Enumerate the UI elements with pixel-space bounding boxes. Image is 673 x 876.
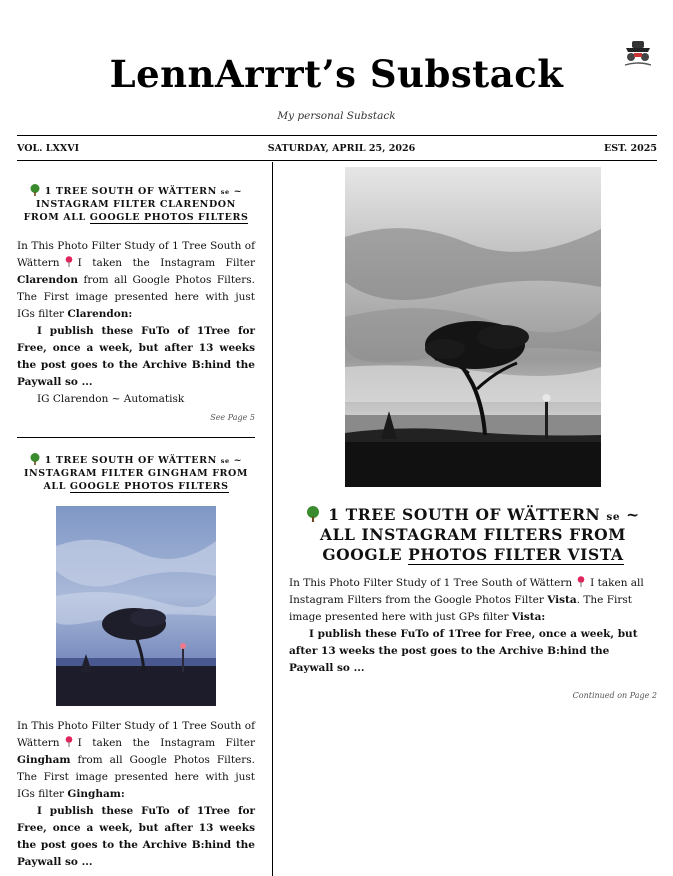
round-pushpin-icon bbox=[577, 576, 585, 587]
round-pushpin-icon bbox=[65, 736, 73, 747]
vista-photo[interactable] bbox=[345, 167, 601, 487]
publish-note: I publish these FuTo of 1Tree for Free, once a week, but after 13 weeks the post goes to the Archive B:hind the Paywall so ... bbox=[17, 804, 255, 868]
article-intro: In This Photo Filter Study of 1 Tree South of Wättern I taken all Instagram Filters from the Google Photos Filter Vista. The First image presented here with just GPs filter Vista: bbox=[289, 577, 644, 624]
article-intro: In This Photo Filter Study of 1 Tree South of Wättern I taken the Instagram Filter Gingham from all Google Photos Filters. The First image presented here with just IGs filter Gingham: bbox=[17, 719, 255, 800]
article-headline[interactable]: 1 TREE SOUTH OF WÄTTERN se ~ ALL INSTAGRAM FILTERS FROM GOOGLE PHOTOS FILTER VISTA bbox=[289, 505, 657, 565]
established-label: EST. 2025 bbox=[603, 142, 657, 154]
page-title[interactable]: LennArrrt’s Substack bbox=[109, 52, 564, 96]
publish-note: I publish these FuTo of 1Tree for Free, once a week, but after 13 weeks the post goes to the Archive B:hind the Paywall so ... bbox=[289, 628, 638, 675]
headline-link[interactable]: GOOGLE PHOTOS FILTERS bbox=[69, 481, 229, 493]
dateline bbox=[17, 135, 657, 161]
masthead bbox=[0, 0, 673, 135]
article-clarendon bbox=[17, 162, 255, 422]
article-headline[interactable]: 1 TREE SOUTH OF WÄTTERN se ~ INSTAGRAM FILTER GINGHAM FROM ALL GOOGLE PHOTOS FILTERS bbox=[23, 455, 249, 493]
photo-caption: IG Clarendon ~ Automatisk bbox=[37, 393, 185, 406]
headline-link[interactable]: GOOGLE PHOTOS FILTERS bbox=[89, 211, 249, 223]
publish-note: I publish these FuTo of 1Tree for Free, once a week, but after 13 weeks the post goes to the Archive B:hind the Paywall so ... bbox=[17, 325, 255, 389]
deciduous-tree-icon bbox=[306, 506, 320, 522]
page-subtitle: My personal Substack bbox=[277, 110, 396, 122]
continued-link[interactable]: Continued on Page 2 bbox=[572, 691, 657, 701]
article-intro: In This Photo Filter Study of 1 Tree South of Wättern I taken the Instagram Filter Clarendon from all Google Photos Filters. The First image presented here with just IGs filter Clarendon: bbox=[17, 240, 255, 321]
article-gingham bbox=[17, 438, 255, 870]
right-column bbox=[289, 162, 657, 700]
article-headline[interactable]: 1 TREE SOUTH OF WÄTTERN se ~ INSTAGRAM FILTER CLARENDON FROM ALL GOOGLE PHOTOS FILTERS bbox=[23, 186, 249, 223]
round-pushpin-icon bbox=[65, 256, 73, 267]
headline-link[interactable]: PHOTOS FILTER VISTA bbox=[408, 545, 624, 565]
gingham-photo[interactable] bbox=[56, 506, 216, 706]
left-column bbox=[17, 162, 255, 871]
deciduous-tree-icon bbox=[30, 184, 40, 196]
date-label: SATURDAY, APRIL 25, 2026 bbox=[267, 142, 416, 154]
see-page-link[interactable]: See Page 5 bbox=[210, 413, 255, 423]
column-divider bbox=[272, 162, 273, 876]
deciduous-tree-icon bbox=[30, 453, 40, 465]
volume-label: VOL. LXXVI bbox=[17, 142, 80, 154]
